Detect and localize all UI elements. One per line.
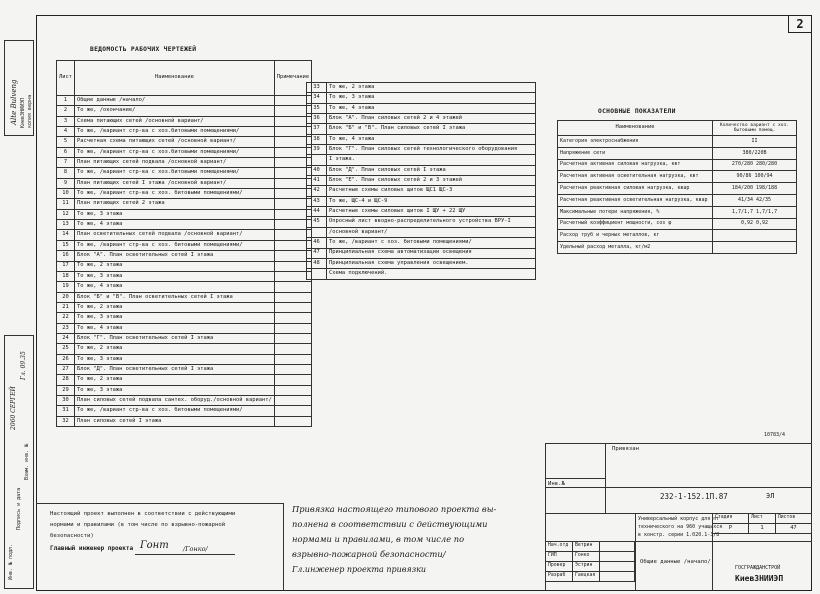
sheet-value: 1 — [749, 524, 776, 534]
inv-label: Инв.№ — [548, 481, 565, 487]
sheet-name: Блок "Б" и "В". План осветительных сетей I этажа — [74, 292, 274, 302]
sheet-name: То же, /вариант стр-ва с хоз.битовыми помещениями/ — [74, 127, 274, 137]
left-stamp-inv: Инв. № подл. — [8, 543, 14, 580]
sheet-number: 1 — [57, 96, 75, 106]
sheets-value: 47 — [775, 524, 811, 534]
sheet-row — [57, 364, 312, 374]
indicator-name: Категория электроснабжения — [558, 136, 713, 148]
privyazan-label: Привязан — [612, 446, 639, 452]
sheet-name: Расчетные схемы силовых щитов I ЩУ + 22 ЩУ — [326, 207, 535, 217]
sheet-name: То же, 2 этажа — [74, 344, 274, 354]
sheet-row — [307, 186, 536, 196]
sig-line — [135, 554, 235, 555]
sheet-number: 42 — [307, 186, 327, 196]
ind-col-name: Наименование — [558, 121, 713, 136]
sheet-name: То же, 3 этажа — [326, 93, 535, 103]
indicator-name: Расчетная активная осветительная нагрузка, квт — [558, 171, 713, 183]
sheet-label: Лист — [749, 514, 776, 524]
sheet-number: 34 — [307, 93, 327, 103]
sheet-name: План питающих сетей подвала /основной вариант/ — [74, 158, 274, 168]
sheet-code: ЭЛ — [766, 492, 775, 500]
left-stamp-hand2: 2060 СЕРГЕЙ — [10, 386, 17, 430]
roles-table — [545, 541, 635, 582]
sheet-name: То же, /вариант стр-ва с хоз. битовыми помещениями/ — [74, 240, 274, 250]
tb-line-b — [545, 478, 605, 479]
sheet-row — [57, 323, 312, 333]
sheet-row — [57, 209, 312, 219]
sheet-name: Блок "А". План осветительных сетей I этажа — [74, 251, 274, 261]
sheet-name: То же, 3 этажа — [74, 313, 274, 323]
sheet-number: 41 — [307, 176, 327, 186]
col-sheet: Лист — [57, 61, 75, 96]
sheet-number: 48 — [307, 258, 327, 268]
desc-1: Универсальный корпус для пт — [638, 516, 720, 522]
sheet-number — [307, 155, 327, 165]
sheet-name: Расчетные схемы силовых щитов ЩС1 ЩС-3 — [326, 186, 535, 196]
sheet-name: То же, 3 этажа — [74, 354, 274, 364]
left-stamp-copy: копия верна — [27, 94, 33, 128]
indicators-table — [557, 120, 797, 254]
role-row — [546, 562, 635, 572]
sheet-row — [57, 178, 312, 188]
indicator-row — [558, 230, 797, 242]
desc-2: технического на 960 учащихся — [638, 524, 723, 530]
indicator-row — [558, 206, 797, 218]
sheet-row — [57, 271, 312, 281]
sheet-name: Опросный лист вводно-распределительного устройства ВРУ-I — [326, 217, 535, 227]
sheet-row — [307, 217, 536, 227]
indicator-value: 1,7/1,7 1,7/1,7 — [713, 206, 797, 218]
sheet-note — [274, 333, 311, 343]
sheet-row — [307, 258, 536, 268]
left-stamp-hand3: Гл. 09.35 — [20, 351, 27, 380]
sheet-number: 19 — [57, 282, 75, 292]
sheet-number: 16 — [57, 251, 75, 261]
sheet-note — [274, 364, 311, 374]
tb-line-e — [635, 513, 636, 591]
left-stamp-org: КиевЗНИИЭП — [20, 97, 26, 128]
sheet-name: План силовых сетей подвала сантех. оборуд./основной вариант/ — [74, 395, 274, 405]
sheet-name: То же, 4 этажа — [74, 323, 274, 333]
sheet-row — [307, 114, 536, 124]
sheet-number: 36 — [307, 114, 327, 124]
sheet-row — [307, 155, 536, 165]
binding-note-1: Привязка настоящего типового проекта вы- — [292, 504, 497, 514]
indicator-row — [558, 147, 797, 159]
sheet-number: 11 — [57, 199, 75, 209]
sheet-note — [274, 313, 311, 323]
sheet-name: План питающих сетей I этажа /основной вариант/ — [74, 178, 274, 188]
sheet-row — [57, 189, 312, 199]
sheet-number: 35 — [307, 103, 327, 113]
sheet-name: I этажа. — [326, 155, 535, 165]
sheet-number: 20 — [57, 292, 75, 302]
org-2: КиевЗНИИЭП — [735, 574, 784, 583]
sheet-name: То же, 2 этажа — [326, 83, 535, 93]
sheets-table-1 — [56, 60, 312, 427]
binding-note-5: Гл.инженер проекта привязки — [292, 565, 427, 574]
role-title: Разраб — [546, 572, 573, 582]
chief-engineer-label: Главный инженер проекта — [50, 545, 134, 552]
sheet-number: 46 — [307, 238, 327, 248]
sheet-name: То же, ЩС-4 и ЩС-9 — [326, 196, 535, 206]
sheet-name: Принципиальная схема автоматизации освещения — [326, 248, 535, 258]
role-title: Нач.отд — [546, 542, 573, 552]
sheet-note — [274, 302, 311, 312]
sheet-row — [307, 238, 536, 248]
sheet-row — [57, 230, 312, 240]
sheet-row — [57, 333, 312, 343]
indicator-row — [558, 218, 797, 230]
indicator-row — [558, 194, 797, 206]
sheet-name: То же, 3 этажа — [74, 271, 274, 281]
sheet-name: Расчетная схема питающих сетей /основной вариант/ — [74, 137, 274, 147]
sheet-number: 22 — [57, 313, 75, 323]
sheets-table-2 — [306, 82, 536, 280]
indicator-name: Удельный расход металла, кг/м2 — [558, 242, 713, 254]
sheet-number: 18 — [57, 271, 75, 281]
sheet-row — [307, 207, 536, 217]
tb-line-a — [605, 443, 606, 513]
role-title: ГИП — [546, 552, 573, 562]
sheet-name: То же, 3 этажа — [74, 385, 274, 395]
sheet-number: 10 — [57, 189, 75, 199]
sheet-number — [307, 269, 327, 279]
indicator-name: Расчетный коэффициент мощности, cos φ — [558, 218, 713, 230]
desc-3: в констр. серии 1.020.1-3/8 — [638, 532, 720, 538]
sheet-name: То же, /вариант стр-ва с хоз. битовыми помещениями/ — [74, 406, 274, 416]
stage-table — [712, 513, 812, 534]
sheet-note — [274, 375, 311, 385]
sheet-row — [57, 199, 312, 209]
sheet-note — [274, 416, 311, 426]
ind-col-qty: Количество вариант с хоз. бытовыми помещ. — [713, 121, 797, 136]
sheet-note — [274, 292, 311, 302]
sheet-row — [57, 395, 312, 405]
role-row — [546, 572, 635, 582]
doc-ref-small: 10783/4 — [764, 432, 786, 438]
sheet-row — [307, 83, 536, 93]
sheet-row — [57, 251, 312, 261]
role-signature — [600, 572, 635, 582]
sheet-name: Блок "Е". План силовых сетей 2 и 3 этажей — [326, 176, 535, 186]
col-note: Примечание — [274, 61, 311, 96]
indicator-value — [713, 242, 797, 254]
sheet-row — [57, 168, 312, 178]
sheet-number: 7 — [57, 158, 75, 168]
sheet-row — [307, 248, 536, 258]
sheet-name: То же, 4 этажа — [74, 220, 274, 230]
sheet-name: То же, 2 этажа — [74, 375, 274, 385]
sheet-name: То же, /вариант стр-ва с хоз.битовыми помещениями/ — [74, 147, 274, 157]
sheet-name: Схема подключений. — [326, 269, 535, 279]
note-line-3: безопасности) — [50, 533, 94, 539]
doc-title: Общие данные /начало/ — [640, 559, 711, 565]
role-person: Гонко — [573, 552, 600, 562]
sheet-number — [307, 227, 327, 237]
sheet-name: То же, 4 этажа — [326, 134, 535, 144]
sheet-number: 30 — [57, 395, 75, 405]
sheet-number: 31 — [57, 406, 75, 416]
indicator-row — [558, 242, 797, 254]
sheet-name: Блок "Б" и "В". План силовых сетей I этажа — [326, 124, 535, 134]
sheet-number: 26 — [57, 354, 75, 364]
role-signature — [600, 552, 635, 562]
sheet-row — [57, 147, 312, 157]
sheet-number: 39 — [307, 145, 327, 155]
indicator-name: Расход труб и черных металлов, кг — [558, 230, 713, 242]
sheet-name: Принципиальная схема управления освещением. — [326, 258, 535, 268]
sheet-name: Блок "Д". План силовых сетей I этажа — [326, 165, 535, 175]
sheet-name: План питающих сетей 2 этажа — [74, 199, 274, 209]
sheets-table-2-cap — [306, 82, 536, 83]
sheet-number: 44 — [307, 207, 327, 217]
sheet-number: 6 — [57, 147, 75, 157]
sheet-row — [307, 165, 536, 175]
sheet-row — [57, 375, 312, 385]
sheet-row — [57, 137, 312, 147]
sheet-row — [57, 344, 312, 354]
sheet-number: 17 — [57, 261, 75, 271]
binding-note-4: взрывно-пожарной безопасности/ — [292, 549, 446, 559]
sheet-name: Схема питающих сетей /основной вариант/ — [74, 116, 274, 126]
sheet-number: 23 — [57, 323, 75, 333]
tb-line-d — [545, 487, 812, 488]
left-stamp-replace: Взам. инв. № — [24, 443, 30, 480]
sheet-row — [57, 261, 312, 271]
sheet-number: 33 — [307, 83, 327, 93]
sheet-name: То же, 4 этажа — [326, 103, 535, 113]
role-signature — [600, 562, 635, 572]
sheet-note — [274, 406, 311, 416]
indicator-name: Расчетная активная силовая нагрузка, квт — [558, 159, 713, 171]
sheet-number: 29 — [57, 385, 75, 395]
sheet-name: То же, /окончание/ — [74, 106, 274, 116]
sheet-row — [57, 406, 312, 416]
sheet-number: 27 — [57, 364, 75, 374]
role-title: Провер — [546, 562, 573, 572]
indicator-name: Расчетная реактивная силовая нагрузка, квар — [558, 183, 713, 195]
sheet-row — [307, 269, 536, 279]
indicator-row — [558, 159, 797, 171]
indicator-value — [713, 230, 797, 242]
sheet-row — [57, 96, 312, 106]
sheet-row — [57, 116, 312, 126]
sheet-name: Блок "Г". План силовых сетей технологического оборудования — [326, 145, 535, 155]
sheet-row — [57, 282, 312, 292]
sheet-name: То же, 3 этажа — [74, 209, 274, 219]
sheet-name: /основной вариант/ — [326, 227, 535, 237]
page-number: 2 — [788, 15, 812, 33]
sheet-name: То же, /вариант с хоз. битовыми помещениями/ — [326, 238, 535, 248]
note-line-2: нормами и правилами (в том числе по взрывно-пожарной — [50, 522, 226, 528]
sheet-number: 43 — [307, 196, 327, 206]
indicator-value: 90/86 100/94 — [713, 171, 797, 183]
left-stamp-sign: Подпись и дата — [16, 487, 22, 530]
sheet-number: 25 — [57, 344, 75, 354]
org-1: ГОСГРАЖДАНСТРОЙ — [735, 565, 781, 571]
role-person: Гаецкая — [573, 572, 600, 582]
sheet-row — [307, 227, 536, 237]
sheet-name: То же, /вариант стр-ва с хоз. битовыми помещениями/ — [74, 189, 274, 199]
sheet-row — [57, 158, 312, 168]
sheet-name: План силовых сетей I этажа — [74, 416, 274, 426]
indicator-value: 0,92 0,92 — [713, 218, 797, 230]
stage-value: Р — [713, 524, 749, 534]
indicator-value: II — [713, 136, 797, 148]
sheet-number: 37 — [307, 124, 327, 134]
sheet-note — [274, 323, 311, 333]
sheet-name: Блок "Г". План осветительных сетей I этажа — [74, 333, 274, 343]
sheet-name: То же, /вариант стр-ва с хоз.битовыми помещениями/ — [74, 168, 274, 178]
role-signature — [600, 542, 635, 552]
role-row — [546, 542, 635, 552]
sheet-row — [57, 106, 312, 116]
sheet-name: То же, 2 этажа — [74, 302, 274, 312]
sheets-label: Листов — [775, 514, 811, 524]
sheet-number: 47 — [307, 248, 327, 258]
sheet-name: То же, 4 этажа — [74, 282, 274, 292]
sheet-row — [57, 127, 312, 137]
indicator-row — [558, 171, 797, 183]
indicator-name: Максимальные потери напряжения, % — [558, 206, 713, 218]
indicator-name: Напряжение сети — [558, 147, 713, 159]
tb-line-f — [635, 541, 812, 542]
col-name: Наименование — [74, 61, 274, 96]
indicator-name: Расчетная реактивная осветительная нагрузка, квар — [558, 194, 713, 206]
sheet-row — [307, 145, 536, 155]
sheet-number: 2 — [57, 106, 75, 116]
sheet-row — [57, 416, 312, 426]
indicator-row — [558, 136, 797, 148]
sheet-number: 38 — [307, 134, 327, 144]
stage-label: Стадия — [713, 514, 749, 524]
sheet-name: Блок "Д". План осветительных сетей I этажа — [74, 364, 274, 374]
chief-engineer-name: /Гонко/ — [183, 545, 208, 553]
sheet-number: 24 — [57, 333, 75, 343]
sheet-note — [274, 282, 311, 292]
binding-note-2: полнена в соответствии с действующими — [292, 519, 488, 529]
indicators-title: ОСНОВНЫЕ ПОКАЗАТЕЛИ — [598, 108, 676, 115]
sheet-number: 4 — [57, 127, 75, 137]
sheet-number: 15 — [57, 240, 75, 250]
sheet-name: То же, 2 этажа — [74, 261, 274, 271]
sheet-name: План осветительных сетей подвала /основной вариант/ — [74, 230, 274, 240]
role-person: Эстрин — [573, 562, 600, 572]
sheet-row — [307, 124, 536, 134]
sheet-row — [307, 196, 536, 206]
note-line-1: Настоящий проект выполнен в соответствии с действующими — [50, 511, 236, 517]
indicator-row — [558, 183, 797, 195]
left-stamp-handwriting: Alte Bulveng — [10, 79, 18, 125]
sheet-number: 28 — [57, 375, 75, 385]
sheet-name: Общие данные /начало/ — [74, 96, 274, 106]
role-row — [546, 552, 635, 562]
sheet-row — [57, 385, 312, 395]
sheet-number: 40 — [307, 165, 327, 175]
sheet-row — [307, 103, 536, 113]
sheets-title: ВЕДОМОСТЬ РАБОЧИХ ЧЕРТЕЖЕЙ — [90, 46, 197, 53]
indicator-value: 41/34 42/35 — [713, 194, 797, 206]
sheet-row — [57, 302, 312, 312]
binding-note-3: нормами и правилами, в том числе по — [292, 534, 465, 544]
sheet-row — [57, 220, 312, 230]
sheet-row — [307, 134, 536, 144]
sheet-name: Блок "А". План силовых сетей 2 и 4 этажей — [326, 114, 535, 124]
sheet-row — [57, 240, 312, 250]
sheet-number: 12 — [57, 209, 75, 219]
sheet-note — [274, 395, 311, 405]
sheet-number: 14 — [57, 230, 75, 240]
sheet-row — [57, 292, 312, 302]
sheet-row — [307, 176, 536, 186]
indicator-value: 184/200 198/188 — [713, 183, 797, 195]
indicator-value: 270/280 280/280 — [713, 159, 797, 171]
sheet-number: 5 — [57, 137, 75, 147]
role-person: Ветрин — [573, 542, 600, 552]
sheet-number: 32 — [57, 416, 75, 426]
sheet-row — [307, 93, 536, 103]
sheet-number: 3 — [57, 116, 75, 126]
sheet-number: 45 — [307, 217, 327, 227]
sheet-number: 9 — [57, 178, 75, 188]
sheet-number: 13 — [57, 220, 75, 230]
indicator-value: 380/220В — [713, 147, 797, 159]
sheet-number: 21 — [57, 302, 75, 312]
sheet-number: 8 — [57, 168, 75, 178]
sheet-row — [57, 354, 312, 364]
sheet-note — [274, 385, 311, 395]
doc-code: 232-1-152.1П.87 — [660, 492, 728, 501]
sheet-note — [274, 354, 311, 364]
chief-engineer-signature: Гонт — [140, 540, 169, 551]
sheet-row — [57, 313, 312, 323]
sheet-note — [274, 344, 311, 354]
